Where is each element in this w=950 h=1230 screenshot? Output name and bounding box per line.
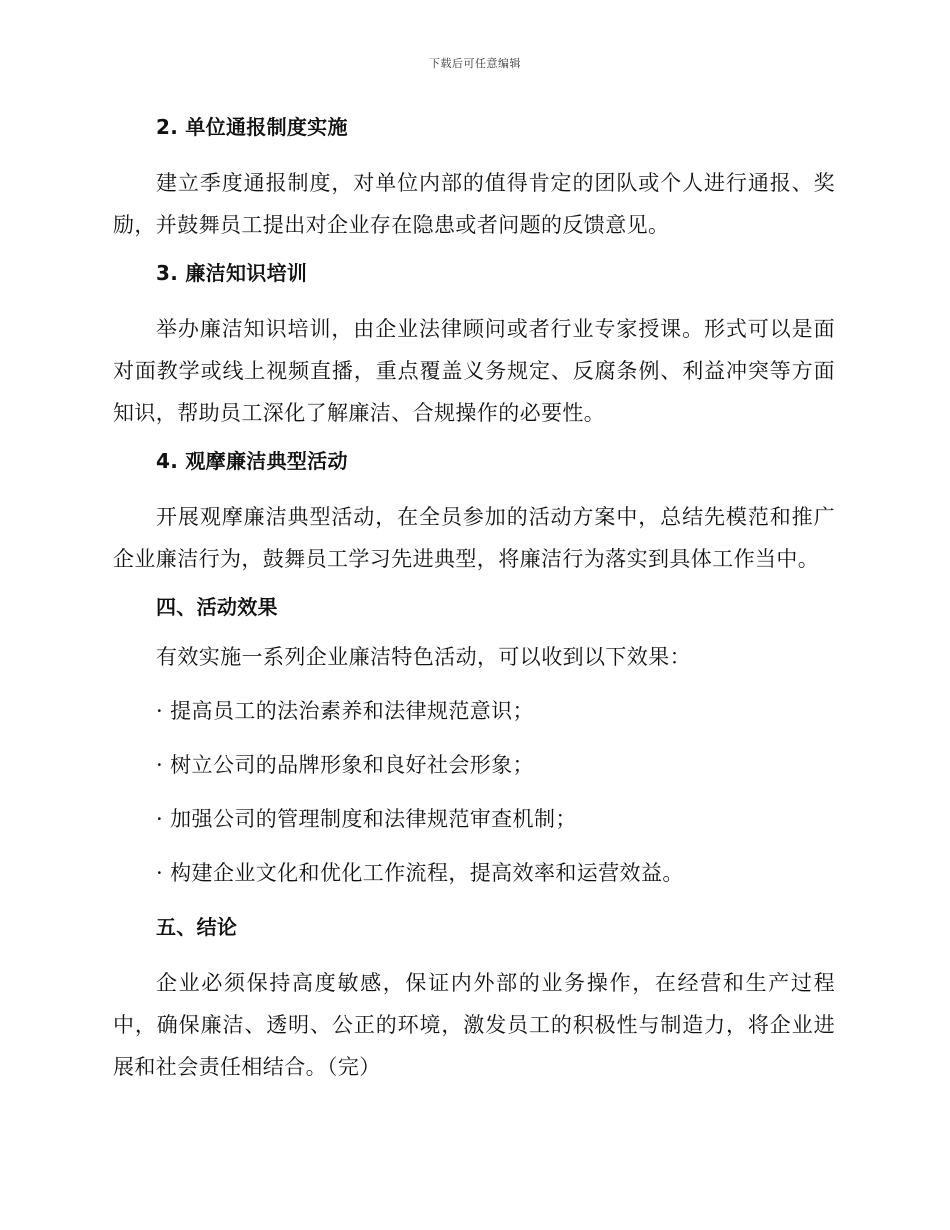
section-heading-conclusion: 五、结论 bbox=[156, 915, 238, 939]
section-heading-effects: 四、活动效果 bbox=[156, 595, 278, 619]
paragraph-integrity-observation: 开展观摩廉洁典型活动，在全员参加的活动方案中，总结先模范和推广企业廉洁行为，鼓舞员工学习先进典型，将廉洁行为落实到具体工作当中。 bbox=[113, 505, 835, 571]
page-header: 下载后可任意编辑 bbox=[429, 57, 521, 70]
section-heading-integrity-training: 3. 廉洁知识培训 bbox=[156, 261, 308, 285]
section-heading-integrity-observation: 4. 观摩廉洁典型活动 bbox=[156, 449, 348, 473]
paragraph-unit-notification: 建立季度通报制度，对单位内部的值得肯定的团队或个人进行通报、奖励，并鼓舞员工提出对企业存在隐患或者问题的反馈意见。 bbox=[113, 171, 835, 237]
paragraph-integrity-training: 举办廉洁知识培训，由企业法律顾问或者行业专家授课。形式可以是面对面教学或线上视频直播，重点覆盖义务规定、反腐条例、利益冲突等方面知识，帮助员工深化了解廉洁、合规操作的必要性。 bbox=[113, 317, 835, 425]
paragraph-effects-intro: 有效实施一系列企业廉洁特色活动，可以收到以下效果： bbox=[156, 645, 691, 669]
list-item: · 构建企业文化和优化工作流程，提高效率和运营效益。 bbox=[156, 861, 684, 885]
section-heading-unit-notification: 2. 单位通报制度实施 bbox=[156, 115, 348, 139]
list-item: · 加强公司的管理制度和法律规范审查机制； bbox=[156, 807, 577, 831]
document-body bbox=[113, 112, 835, 1100]
paragraph-conclusion: 企业必须保持高度敏感，保证内外部的业务操作，在经营和生产过程中，确保廉洁、透明、公正的环境，激发员工的积极性与制造力，将企业进展和社会责任相结合。（完） bbox=[113, 971, 835, 1079]
list-item: · 树立公司的品牌形象和良好社会形象； bbox=[156, 753, 534, 777]
list-item: · 提高员工的法治素养和法律规范意识； bbox=[156, 699, 534, 723]
